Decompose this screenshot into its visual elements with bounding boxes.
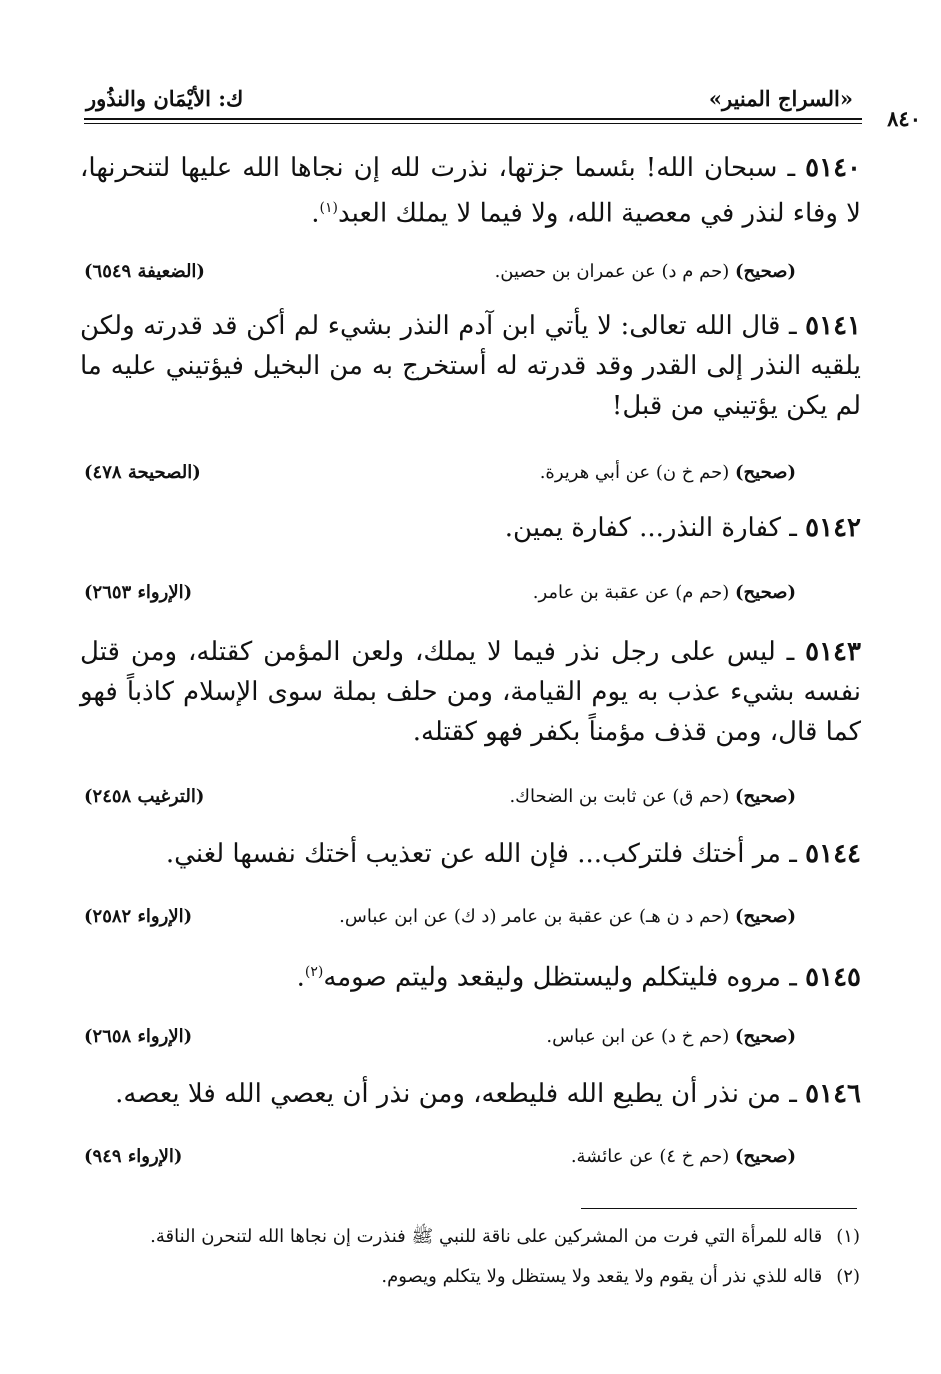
hadith-entry-5144: ٥١٤٤ ـ مر أختك فلتركب... فإن الله عن تعذيب أختك نفسها لغني. <box>165 839 861 869</box>
header-rule-bottom <box>84 123 862 124</box>
hadith-number: ٥١٤٣ <box>805 637 861 667</box>
grade-label: (صحيح) <box>735 1146 796 1167</box>
hadith-number: ٥١٤٠ <box>805 153 861 183</box>
hadith-text: مر أختك فلتركب... فإن الله عن تعذيب أختك نفسها لغني. <box>165 839 781 869</box>
hadith-number: ٥١٤٦ <box>805 1079 861 1109</box>
grade-label: (صحيح) <box>735 582 796 603</box>
hadith-text: ليس على رجل نذر فيما لا يملك، ولعن المؤمن كقتله، ومن قتل نفسه بشيء عذب به يوم القيامة، ومن حلف بملة سوى الإسلام كاذباً فهو كما قال، ومن قذف مؤمناً بكفر فهو كقتله. <box>80 637 861 747</box>
hadith-entry-5141: ٥١٤١ ـ قال الله تعالى: لا يأتي ابن آدم النذر بشيء لم أكن قد قدرته ولكن يلقيه النذر إلى القدر وقد قدرته له أستخرج به من البخيل فيؤتيني عليه ما لم يكن يؤتيني من قبل! <box>80 311 862 421</box>
hadith-entry-5145: ٥١٤٥ ـ مروه فليتكلم وليستظل وليقعد وليتم صومه$^{(٢)}$. <box>296 962 861 993</box>
hadith-number: ٥١٤١ <box>805 311 862 341</box>
footnote-2 <box>84 1262 860 1292</box>
hadith-text: من نذر أن يطيع الله فليطعه، ومن نذر أن يعصي الله فلا يعصه. <box>115 1079 781 1109</box>
hadith-number: ٥١٤٥ <box>805 962 861 993</box>
hadith-text: كفارة النذر... كفارة يمين. <box>504 513 781 543</box>
page-number: ٨٤٠ <box>887 106 921 131</box>
hadith-entry-5143: ٥١٤٣ ـ ليس على رجل نذر فيما لا يملك، ولعن المؤمن كقتله، ومن قتل نفسه بشيء عذب به يوم القيامة، ومن حلف بملة سوى الإسلام كاذباً فهو كما قال، ومن قذف مؤمناً بكفر فهو كقتله. <box>80 637 861 747</box>
footnote-number: (١) <box>836 1226 860 1247</box>
running-title: «السراج المنير» <box>708 86 853 111</box>
hadith-number: ٥١٤٢ <box>805 513 861 543</box>
hadith-text: قال الله تعالى: لا يأتي ابن آدم النذر بشيء لم أكن قد قدرته ولكن يلقيه النذر إلى القدر وقد قدرته له أستخرج به من البخيل فيؤتيني عليه ما لم يكن يؤتيني من قبل! <box>80 311 861 421</box>
grade-label: (صحيح) <box>735 786 796 807</box>
source-text: (حم خ د) عن ابن عباس. <box>546 1026 730 1047</box>
source-text: (حم ق) عن ثابت بن الضحاك. <box>509 786 730 807</box>
footnote-text: قاله للذي نذر أن يقوم ولا يقعد ولا يستظل ولا يتكلم ويصوم. <box>381 1266 823 1287</box>
hadith-entry-5140: ٥١٤٠ ـ سبحان الله! بئسما جزتها، نذرت لله إن نجاها الله عليها لتنحرنها، لا وفاء لنذر في معصية الله، ولا فيما لا يملك العبد$^{(١)}$. <box>80 153 861 229</box>
grade-label: (صحيح) <box>735 462 796 483</box>
grade-label: (صحيح) <box>735 1026 796 1047</box>
footnote-mark: (٢) <box>304 964 324 980</box>
grade-label: (صحيح) <box>735 906 796 927</box>
source-text: (حم م د) عن عمران بن حصين. <box>494 261 730 282</box>
header-rule-top <box>84 118 862 120</box>
source-text: (حم خ ن) عن أبي هريرة. <box>539 462 730 483</box>
footnote-text: قاله للمرأة التي فرت من المشركين على ناقة للنبي ﷺ فنذرت إن نجاها الله لتنحرن الناقة. <box>150 1226 823 1247</box>
reference: (الترغيب ٢٤٥٨) <box>84 786 205 807</box>
source-text: (حم م) عن عقبة بن عامر. <box>532 582 730 603</box>
reference: (الضعيفة ٦٥٤٩) <box>84 261 205 282</box>
hadith-source <box>84 1146 796 1167</box>
reference: (الصحيحة ٤٧٨) <box>84 462 201 483</box>
hadith-text: سبحان الله! بئسما جزتها، نذرت لله إن نجاها الله عليها لتنحرنها، لا وفاء لنذر في معصية الله، ولا فيما لا يملك العبد <box>80 153 861 229</box>
reference: (الإرواء ٢٦٥٨) <box>84 1026 193 1047</box>
hadith-text: مروه فليتكلم وليستظل وليقعد وليتم صومه <box>323 962 781 993</box>
source-text: (حم د ن هـ) عن عقبة بن عامر (د ك) عن ابن عباس. <box>339 906 730 927</box>
reference: (الإرواء ٢٦٥٣) <box>84 582 193 603</box>
reference: (الإرواء ٩٤٩) <box>84 1146 183 1167</box>
reference: (الإرواء ٢٥٨٢) <box>84 906 193 927</box>
hadith-entry-5146: ٥١٤٦ ـ من نذر أن يطيع الله فليطعه، ومن نذر أن يعصي الله فلا يعصه. <box>115 1079 861 1109</box>
hadith-entry-5142: ٥١٤٢ ـ كفارة النذر... كفارة يمين. <box>504 513 861 543</box>
grade-label: (صحيح) <box>735 261 796 282</box>
chapter-title: ك: الأيْمَان والنذُور <box>86 86 244 111</box>
footnote-1 <box>84 1222 860 1252</box>
hadith-number: ٥١٤٤ <box>805 839 861 869</box>
footnote-separator <box>581 1208 857 1209</box>
footnote-mark: (١) <box>319 200 339 216</box>
footnote-number: (٢) <box>836 1266 860 1287</box>
source-text: (حم خ ٤) عن عائشة. <box>570 1146 730 1167</box>
